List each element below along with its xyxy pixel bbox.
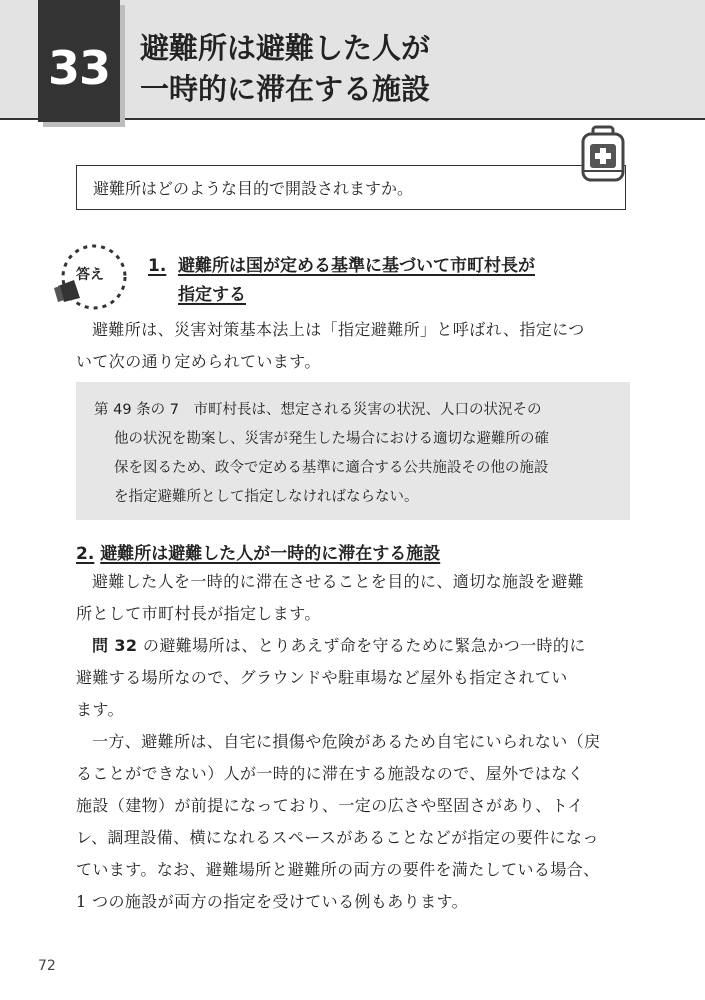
section2-body — [76, 566, 630, 918]
s2-p1-line2: 所として市町村長が指定します。 — [76, 604, 321, 623]
s2-p1-line1: 避難した人を一時的に滞在させることを目的に、適切な施設を避難 — [92, 572, 585, 591]
law-quote-box — [76, 382, 630, 520]
section1-para-line2: いて次の通り定められています。 — [76, 352, 321, 371]
s2-p2-line1: 問 32 の避難場所は、とりあえず命を守るために緊急かつ一時的に — [92, 636, 586, 655]
s2-p3-line6: 1 つの施設が両方の指定を受けている例もあります。 — [76, 892, 468, 911]
law-line1: 第 49 条の 7 市町村長は、想定される災害の状況、人口の状況その — [94, 402, 542, 418]
section-number: 33 — [47, 41, 110, 95]
s2-p2-line3: ます。 — [76, 700, 124, 719]
s2-p3-line4: レ、調理設備、横になれるスペースがあることなどが指定の要件になっ — [76, 828, 599, 847]
section1-heading-line2: 指定する — [178, 285, 246, 305]
law-line3: 保を図るため、政令で定める基準に適合する公共施設その他の施設 — [114, 460, 549, 476]
question-text: 避難所はどのような目的で開設されますか。 — [93, 179, 414, 198]
question-reference: 問 32 — [92, 636, 138, 655]
section2-number: 2. — [76, 544, 95, 564]
section2-heading-text: 避難所は避難した人が一時的に滞在する施設 — [100, 544, 441, 564]
law-line2: 他の状況を勘案し、災害が発生した場合における適切な避難所の確 — [114, 431, 549, 447]
section1-heading — [148, 252, 618, 310]
s2-p2-line2: 避難する場所なので、グラウンドや駐車場など屋外も指定されてい — [76, 668, 568, 687]
page-number: 72 — [38, 958, 56, 974]
section1-number: 1. — [148, 256, 167, 276]
s2-p3-line1: 一方、避難所は、自宅に損傷や危険があるため自宅にいられない（戻 — [92, 732, 601, 751]
question-box — [76, 165, 626, 210]
s2-p3-line5: ています。なお、避難場所と避難所の両方の要件を満たしている場合、 — [76, 860, 600, 879]
law-line4: を指定避難所として指定しなければならない。 — [114, 489, 419, 505]
section1-paragraph — [76, 314, 630, 378]
section1-heading-line1: 避難所は国が定める基準に基づいて市町村長が — [178, 256, 535, 276]
emergency-bag-icon — [578, 124, 628, 182]
section-number-box — [38, 0, 120, 122]
section2-heading — [76, 539, 440, 564]
page-title — [140, 28, 680, 110]
title-line-2: 一時的に滞在する施設 — [140, 72, 431, 106]
section1-para-line1: 避難所は、災害対策基本法上は「指定避難所」と呼ばれ、指定につ — [92, 320, 585, 339]
s2-p3-line2: ることができない）人が一時的に滞在する施設なので、屋外ではなく — [76, 764, 585, 783]
title-line-1: 避難所は避難した人が — [140, 31, 431, 65]
s2-p3-line3: 施設（建物）が前提になっており、一定の広さや堅固さがあり、トイ — [76, 796, 584, 815]
answer-label: 答え — [76, 267, 104, 283]
